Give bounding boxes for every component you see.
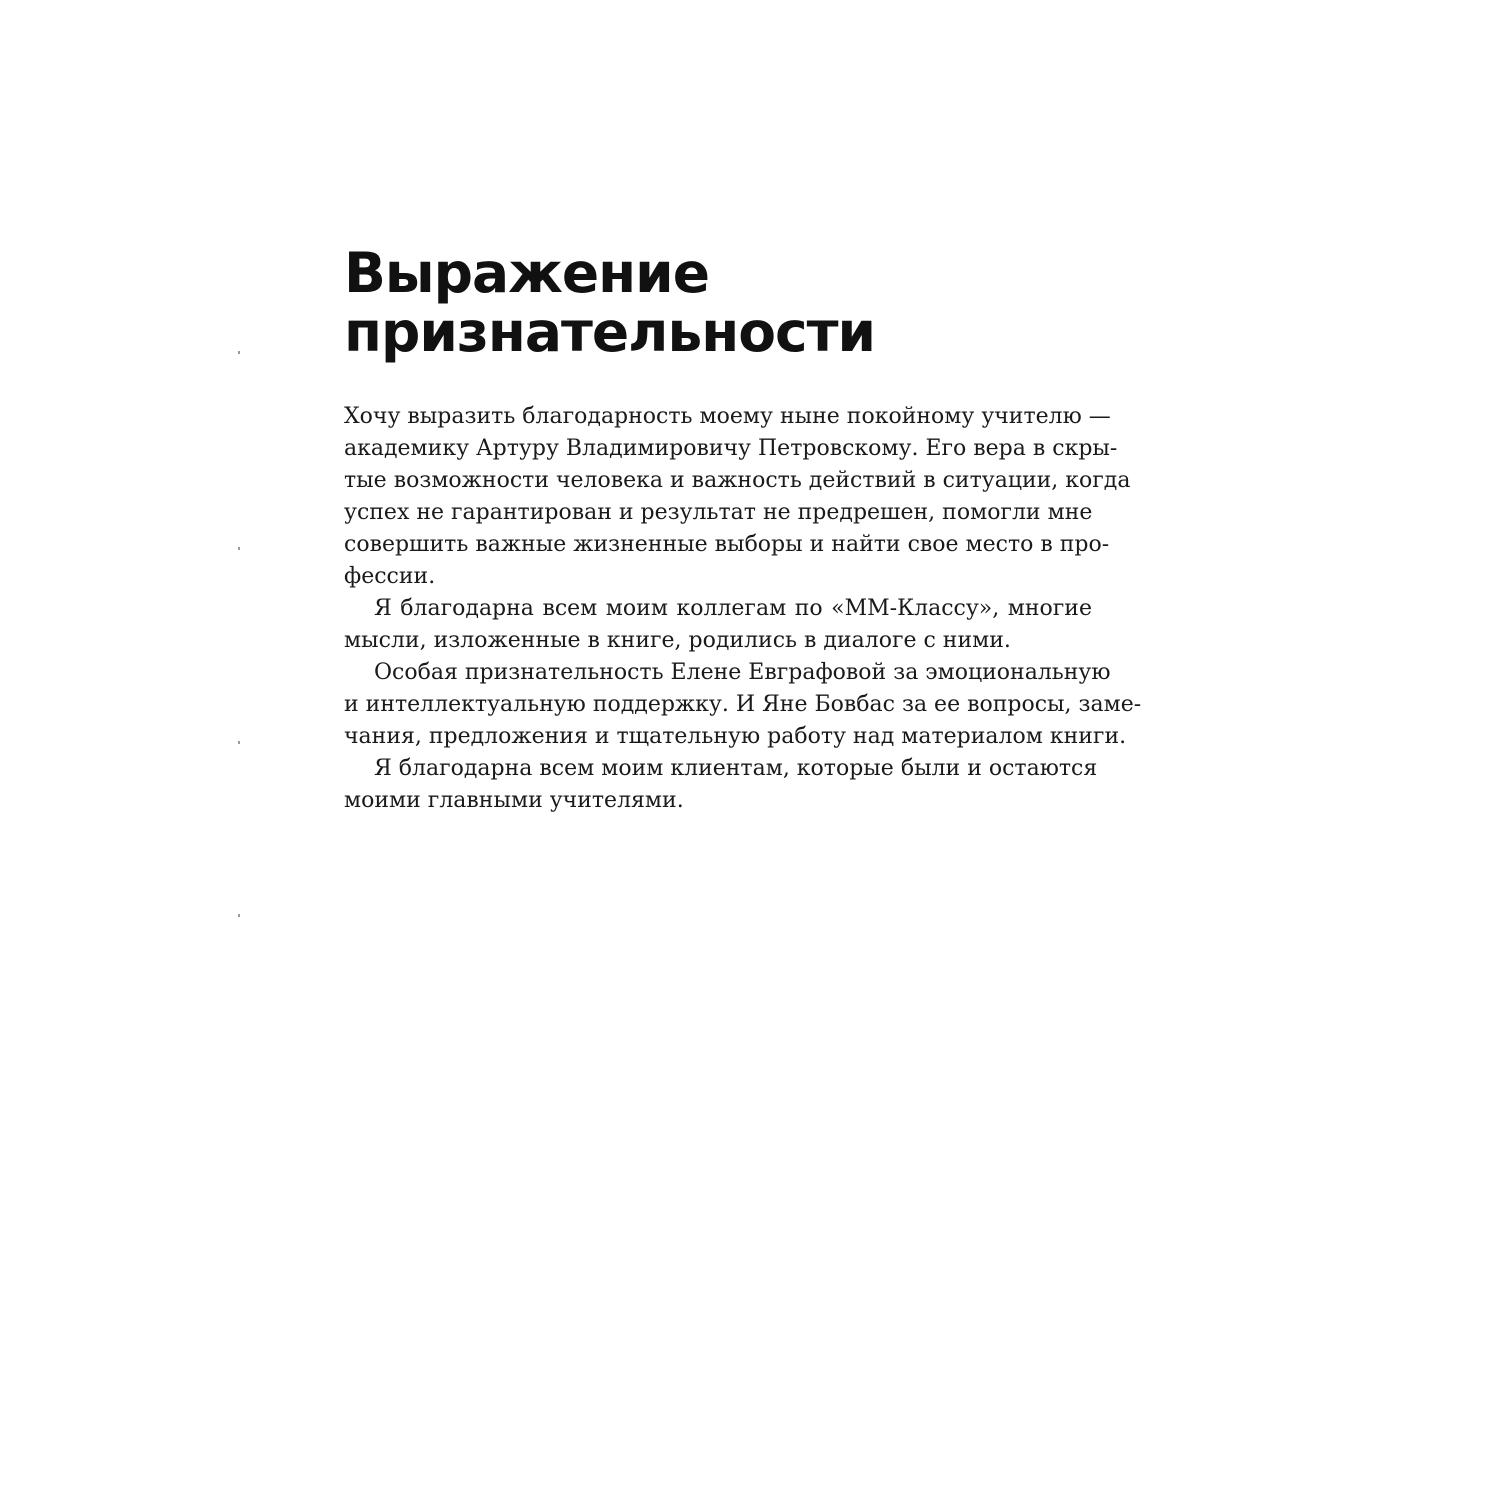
text-line: чания, предложения и тщательную работу над материалом книги. (344, 724, 1127, 749)
text-line: Хочу выразить благодарность моему ныне покойному учителю — (344, 404, 1111, 429)
text-line: и интеллектуальную поддержку. И Яне Бовбас за ее вопросы, заме- (344, 692, 1142, 717)
text-line: мысли, изложенные в книге, родились в диалоге с ними. (344, 628, 1011, 653)
paragraph-4 (344, 753, 1098, 817)
crop-mark (238, 547, 240, 550)
text-line: фессии. (344, 564, 436, 589)
crop-mark (238, 914, 240, 917)
page-title-line-2: признательности (344, 300, 876, 364)
text-line: успех не гарантирован и результат не предрешен, помогли мне (344, 500, 1093, 525)
crop-mark (238, 351, 240, 354)
paragraph-1 (344, 401, 1131, 593)
acknowledgements-text (344, 401, 1142, 817)
text-line: Особая признательность Елене Евграфовой за эмоциональную (374, 660, 1111, 685)
text-line: Я благодарна всем моим клиентам, которые были и остаются (374, 756, 1098, 781)
text-line: академику Артуру Владимировичу Петровскому. Его вера в скры- (344, 436, 1118, 461)
crop-mark (238, 741, 240, 744)
text-line: моими главными учителями. (344, 788, 684, 813)
page-title (344, 241, 876, 364)
text-line: совершить важные жизненные выборы и найти свое место в про- (344, 532, 1110, 557)
paragraph-3 (344, 657, 1142, 753)
text-line: тые возможности человека и важность действий в ситуации, когда (344, 468, 1131, 493)
paragraph-2 (344, 593, 1092, 657)
page-title-line-1: Выражение (344, 241, 710, 305)
text-line: Я благодарна всем моим коллегам по «ММ-Классу», многие (374, 596, 1092, 621)
